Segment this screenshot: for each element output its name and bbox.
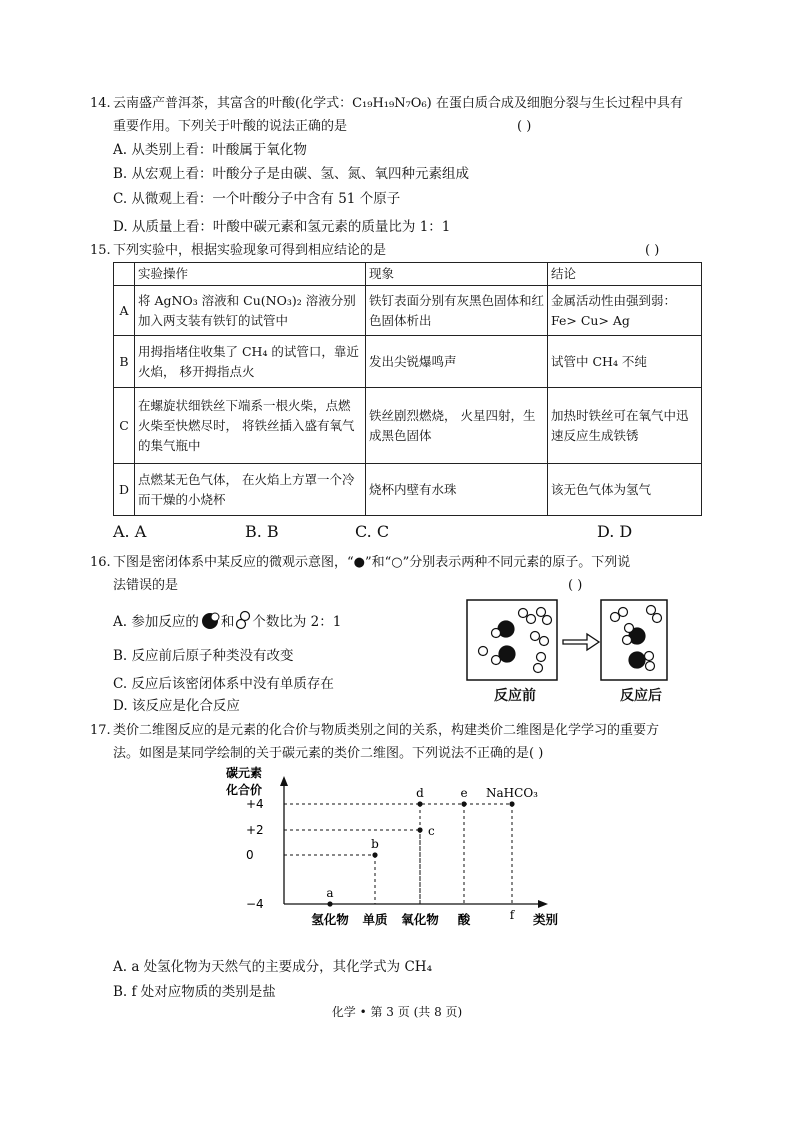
label-before: 反应前 xyxy=(494,688,536,704)
row-phenomenon: 烧杯内壁有水珠 xyxy=(366,464,548,516)
page-footer: 化学 • 第 3 页 (共 8 页) xyxy=(331,1005,463,1019)
q14-option-c: C. 从微观上看：一个叶酸分子中含有 51 个原子 xyxy=(113,191,401,207)
row-phenomenon: 铁钉表面分别有灰黑色固体和红色固体析出 xyxy=(366,286,548,336)
data-point xyxy=(509,801,514,806)
q17-stem-line1: 类价二维图反应的是元素的化合价与物质类别之间的关系，构建类价二维图是化学学习的重要方 xyxy=(113,723,660,738)
black-atom-pair-icon xyxy=(199,611,221,631)
row-label: D xyxy=(114,464,135,516)
x-extra-label: f xyxy=(509,908,515,922)
q16-stem-line2: 法错误的是 xyxy=(113,578,179,593)
row-conclusion: 试管中 CH₄ 不纯 xyxy=(548,336,702,388)
q15-number: 15. xyxy=(90,243,111,258)
q16-stem-line1: 下图是密闭体系中某反应的微观示意图，“●”和“○”分别表示两种不同元素的原子。下列说 xyxy=(113,555,631,570)
label-after: 反应后 xyxy=(620,688,662,704)
q16-option-d: D. 该反应是化合反应 xyxy=(113,698,240,714)
y-tick-label: +2 xyxy=(246,823,264,837)
table-row xyxy=(114,388,702,464)
q17-number: 17. xyxy=(90,723,111,738)
x-axis-arrow xyxy=(538,900,548,908)
q15-answer-a: A. A xyxy=(113,522,147,541)
q14-stem-line2: 重要作用。下列关于叶酸的说法正确的是 xyxy=(113,119,348,134)
row-operation: 将 AgNO₃ 溶液和 Cu(NO₃)₂ 溶液分别加入两支装有铁钉的试管中 xyxy=(135,286,366,336)
row-label: B xyxy=(114,336,135,388)
ylabel-line1: 碳元素 xyxy=(226,766,263,780)
q16-option-a-end: 个数比为 2：1 xyxy=(252,614,342,630)
row-operation: 用拇指堵住收集了 CH₄ 的试管口，靠近火焰， 移开拇指点火 xyxy=(135,336,366,388)
q17-stem-line2: 法。如图是某同学绘制的关于碳元素的类价二维图。下列说法不正确的是( ) xyxy=(113,746,544,761)
q17-option-a: A. a 处氢化物为天然气的主要成分，其化学式为 CH₄ xyxy=(113,959,432,975)
q16-option-c: C. 反应后该密闭体系中没有单质存在 xyxy=(113,676,334,692)
q14-number: 14. xyxy=(90,96,111,111)
xlabel: 类别 xyxy=(533,912,559,927)
data-point xyxy=(461,801,466,806)
q16-paren: ( ) xyxy=(568,578,583,593)
row-label: C xyxy=(114,388,135,464)
table-row xyxy=(114,464,702,516)
y-axis-arrow xyxy=(280,776,288,786)
y-tick-label: 0 xyxy=(246,848,254,862)
white-molecule-icon xyxy=(234,610,252,632)
point-label: e xyxy=(460,786,468,800)
valence-chart xyxy=(220,764,570,934)
row-label: A xyxy=(114,286,135,336)
q16-option-a-text: A. 参加反应的 xyxy=(113,614,199,630)
row-conclusion: 金属活动性由强到弱：Fe> Cu> Ag xyxy=(548,286,702,336)
q14-option-b: B. 从宏观上看：叶酸分子是由碳、氢、氮、氧四种元素组成 xyxy=(113,166,470,182)
table-header-cell: 实验操作 xyxy=(135,263,366,286)
q15-paren: ( ) xyxy=(645,243,660,258)
q14-stem-line1: 云南盛产普洱茶，其富含的叶酸(化学式：C₁₉H₁₉N₇O₆) 在蛋白质合成及细胞分裂与生长过程中具有 xyxy=(113,96,683,111)
x-category-label: 氢化物 xyxy=(311,912,349,927)
x-category-label: 单质 xyxy=(362,912,388,927)
q16-number: 16. xyxy=(90,555,111,570)
data-point xyxy=(417,827,422,832)
point-label: b xyxy=(371,837,379,851)
q15-answer-c: C. C xyxy=(355,522,390,541)
row-conclusion: 加热时铁丝可在氧气中迅速反应生成铁锈 xyxy=(548,388,702,464)
experiment-table xyxy=(113,262,702,516)
q14-paren: ( ) xyxy=(517,119,532,134)
point-label: a xyxy=(326,886,334,900)
table-header-cell: 结论 xyxy=(548,263,702,286)
table-row xyxy=(114,336,702,388)
arrow-icon xyxy=(563,634,599,650)
row-phenomenon: 发出尖锐爆鸣声 xyxy=(366,336,548,388)
q14-option-a: A. 从类别上看：叶酸属于氧化物 xyxy=(113,142,307,158)
table-header-cell: 现象 xyxy=(366,263,548,286)
data-point xyxy=(327,901,332,906)
table-header-row xyxy=(114,263,702,286)
q17-option-b: B. f 处对应物质的类别是盐 xyxy=(113,984,276,1000)
table-header-cell xyxy=(114,263,135,286)
q15-answer-b: B. B xyxy=(245,522,279,541)
table-row xyxy=(114,286,702,336)
data-point xyxy=(417,801,422,806)
x-category-label: 酸 xyxy=(457,912,471,927)
q16-option-a-mid: 和 xyxy=(220,614,235,630)
q16-option-a xyxy=(113,610,341,634)
row-phenomenon: 铁丝剧烈燃烧， 火星四射，生成黑色固体 xyxy=(366,388,548,464)
ylabel-line2: 化合价 xyxy=(226,783,263,797)
y-tick-label: +4 xyxy=(246,797,264,811)
data-point xyxy=(372,852,377,857)
row-conclusion: 该无色气体为氢气 xyxy=(548,464,702,516)
q16-option-b: B. 反应前后原子种类没有改变 xyxy=(113,648,294,664)
q15-stem: 下列实验中，根据实验现象可得到相应结论的是 xyxy=(113,243,387,258)
y-tick-label: −4 xyxy=(246,897,264,911)
point-label: c xyxy=(428,824,435,838)
point-label: NaHCO₃ xyxy=(486,786,538,800)
row-operation: 在螺旋状细铁丝下端系一根火柴，点燃火柴至快燃尽时， 将铁丝插入盛有氧气的集气瓶中 xyxy=(135,388,366,464)
row-operation: 点燃某无色气体， 在火焰上方罩一个冷而干燥的小烧杯 xyxy=(135,464,366,516)
x-category-label: 氧化物 xyxy=(401,912,439,927)
point-label: d xyxy=(416,786,424,800)
q14-option-d: D. 从质量上看：叶酸中碳元素和氢元素的质量比为 1：1 xyxy=(113,219,451,235)
q15-answer-d: D. D xyxy=(597,522,633,541)
